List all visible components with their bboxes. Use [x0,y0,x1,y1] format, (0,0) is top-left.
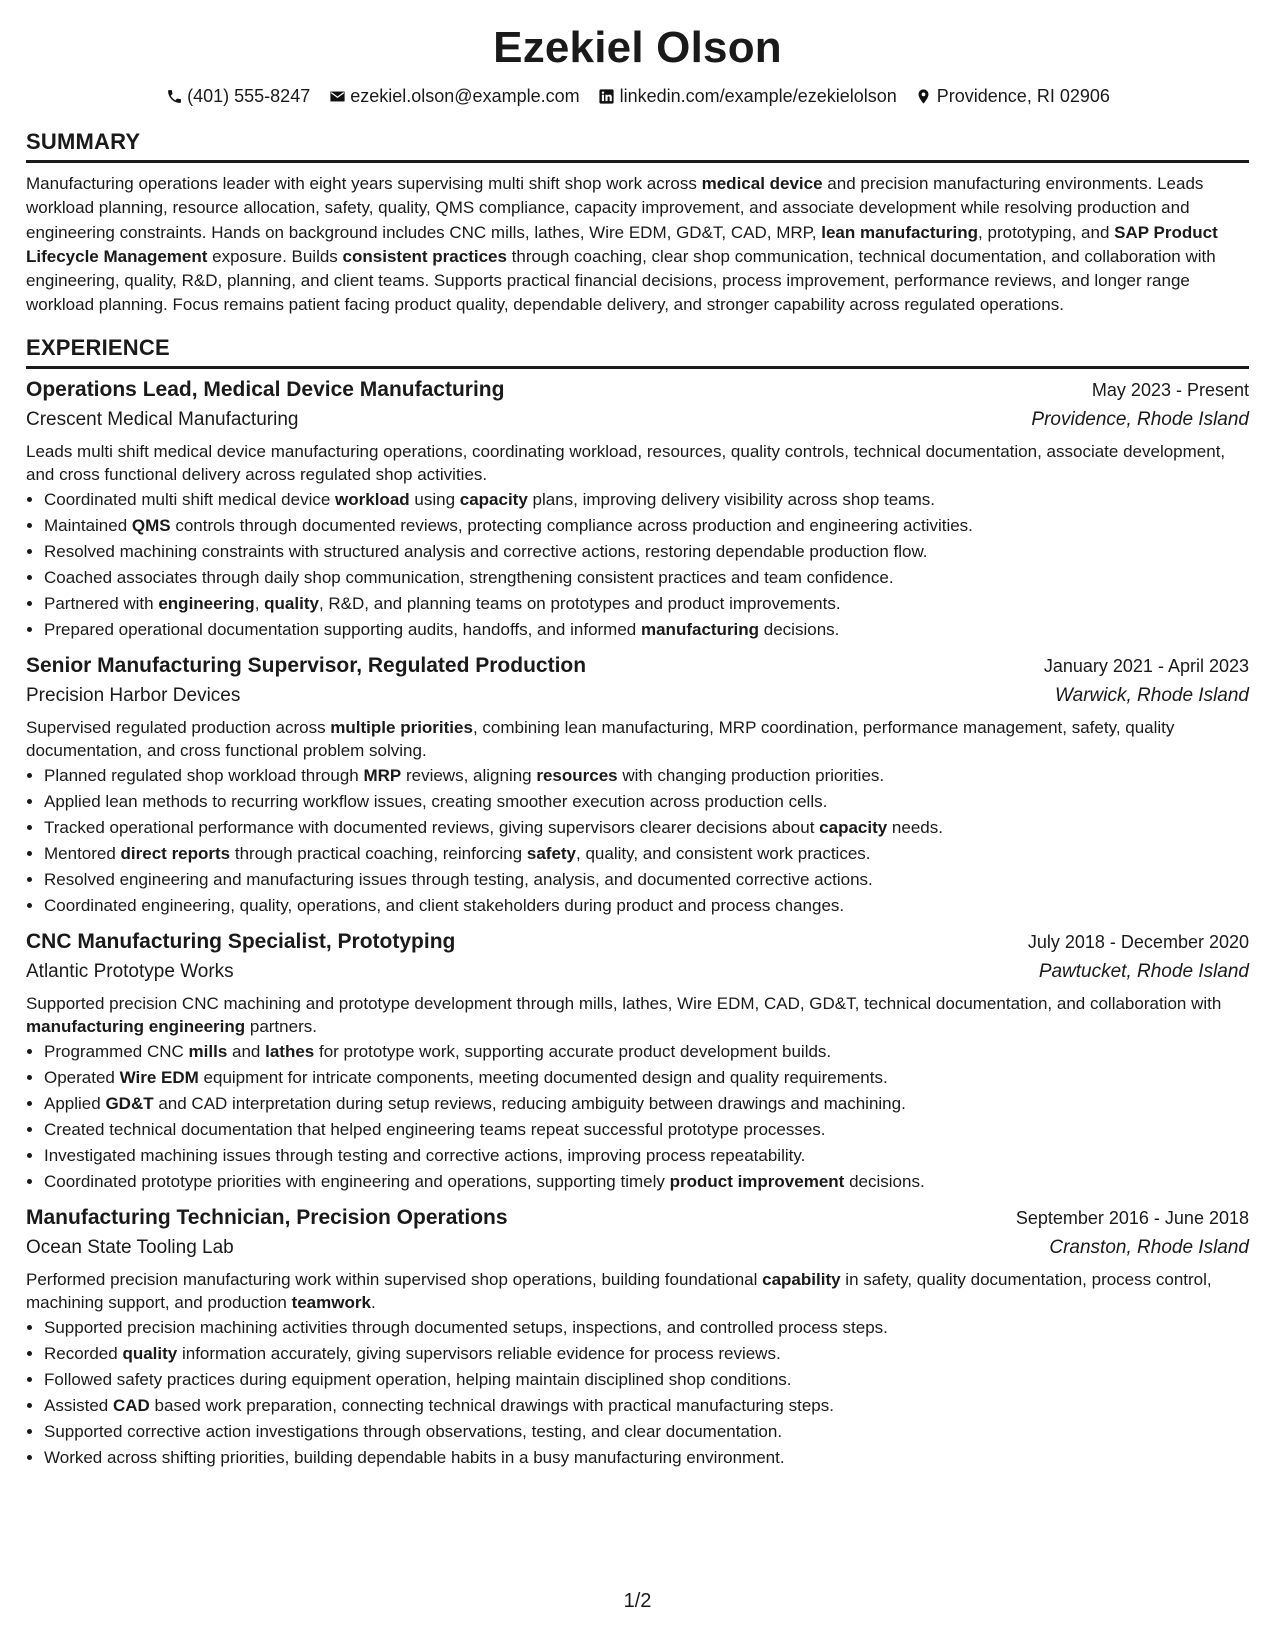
page-number: 1/2 [623,1590,652,1612]
job-dates: September 2016 - June 2018 [1015,1207,1249,1228]
map-pin-icon [915,87,933,105]
job-bullet: • Partnered with engineering, quality, R&D, and planning teams on prototypes and product improvements. [44,591,1249,617]
job-bullet-list [26,487,1249,643]
emphasis-text: quality [122,1343,178,1363]
job-bullet: • Applied GD&T and CAD interpretation during setup reviews, reducing ambiguity between drawings and machining. [44,1091,1249,1117]
emphasis-text: teamwork [291,1293,371,1313]
emphasis-text: multiple priorities [330,717,473,737]
job-bullet: • Applied lean methods to recurring workflow issues, creating smoother execution across production cells. [44,789,1249,815]
job-header-row [26,375,1249,405]
linkedin-icon [598,87,616,105]
job-bullet: • Coordinated prototype priorities with engineering and operations, supporting timely product improvement decisions. [44,1169,1249,1195]
emphasis-text: lathes [265,1041,315,1061]
job-company: Atlantic Prototype Works [26,960,234,982]
job-bullet: • Supported corrective action investigations through observations, testing, and clear documentation. [44,1419,1249,1445]
job-bullet: • Planned regulated shop workload through MRP reviews, aligning resources with changing production priorities. [44,763,1249,789]
job-bullet: • Mentored direct reports through practical coaching, reinforcing safety, quality, and consistent work practices. [44,841,1249,867]
job-list [26,375,1249,1471]
job-description: Supervised regulated production across multiple priorities, combining lean manufacturing, MRP coordination, performance management, safety, quality documentation, and cross functional problem solving. [26,717,1175,761]
summary-section [26,128,1249,318]
linkedin-link[interactable]: linkedin.com/example/ezekielolson [619,86,897,106]
job-bullet: • Maintained QMS controls through documented reviews, protecting compliance across production and engineering activities. [44,513,1249,539]
job-bullet: • Resolved machining constraints with structured analysis and corrective actions, restoring dependable production flow. [44,539,1249,565]
job-bullet: • Worked across shifting priorities, building dependable habits in a busy manufacturing environment. [44,1445,1249,1471]
emphasis-text: CAD [112,1395,150,1415]
job-bullet: • Followed safety practices during equipment operation, helping maintain disciplined shop conditions. [44,1367,1249,1393]
job-location: Pawtucket, Rhode Island [1038,960,1249,982]
job-bullet-list [26,1315,1249,1471]
emphasis-text: engineering [158,593,255,613]
job-title: Senior Manufacturing Supervisor, Regulated Production [26,653,587,677]
job-bullet: • Resolved engineering and manufacturing issues through testing, analysis, and documented corrective actions. [44,867,1249,893]
emphasis-text: direct reports [120,843,231,863]
emphasis-text: SAP Product Lifecycle Management [26,222,1218,266]
job-bullet: • Operated Wire EDM equipment for intricate components, meeting documented design and quality requirements. [44,1065,1249,1091]
job-bullet: • Investigated machining issues through testing and corrective actions, improving process repeatability. [44,1143,1249,1169]
job-bullet: • Recorded quality information accurately, giving supervisors reliable evidence for process reviews. [44,1341,1249,1367]
job-company-row [26,405,1249,435]
job-bullet: • Created technical documentation that helped engineering teams repeat successful prototype processes. [44,1117,1249,1143]
job-entry [26,651,1249,919]
summary-heading: SUMMARY [26,128,1249,163]
job-description: Supported precision CNC machining and prototype development through mills, lathes, Wire EDM, CAD, GD&T, technical documentation, and collaboration with manufacturing engineering partners. [26,993,1222,1037]
contact-email[interactable] [328,84,579,108]
job-dates: July 2018 - December 2020 [1027,931,1249,952]
emphasis-text: resources [536,765,618,785]
job-dates: January 2021 - April 2023 [1043,655,1249,676]
envelope-icon [328,87,346,105]
job-bullet-list [26,1039,1249,1195]
emphasis-text: workload [335,489,410,509]
job-bullet: • Coordinated engineering, quality, operations, and client stakeholders during product and process changes. [44,893,1249,919]
emphasis-text: GD&T [105,1093,154,1113]
emphasis-text: capacity [819,817,888,837]
emphasis-text: MRP [363,765,402,785]
emphasis-text: Wire EDM [119,1067,199,1087]
emphasis-text: medical device [701,174,823,193]
email-link[interactable]: ezekiel.olson@example.com [350,86,580,106]
job-location: Warwick, Rhode Island [1055,684,1249,706]
job-bullet: • Programmed CNC mills and lathes for prototype work, supporting accurate product development builds. [44,1039,1249,1065]
job-header-row [26,1203,1249,1233]
job-bullet: • Assisted CAD based work preparation, connecting technical drawings with practical manufacturing steps. [44,1393,1249,1419]
job-company-row [26,681,1249,711]
emphasis-text: product improvement [669,1171,845,1191]
experience-heading: EXPERIENCE [26,334,1249,369]
contact-bar [26,84,1249,108]
job-bullet: • Coordinated multi shift medical device workload using capacity plans, improving delivery visibility across shop teams. [44,487,1249,513]
job-company: Ocean State Tooling Lab [26,1236,234,1258]
job-company-row [26,957,1249,987]
job-description: Performed precision manufacturing work within supervised shop operations, building foundational capability in safety, quality documentation, process control, machining support, and production teamwork. [26,1269,1212,1313]
job-bullet: • Supported precision machining activities through documented setups, inspections, and controlled process steps. [44,1315,1249,1341]
job-dates: May 2023 - Present [1091,379,1249,400]
emphasis-text: quality [264,593,319,613]
job-header-row [26,927,1249,957]
summary-text: Manufacturing operations leader with eight years supervising multi shift shop work across medical device and precision manufacturing environments. Leads workload planning, resource allocation, safety, quality, QMS compliance, capacity improvement, and associate development while resolving production and engineering constraints. Hands on background includes CNC mills, lathes, Wire EDM, GD&T, CAD, MRP, lean manufacturing, prototyping, and SAP Product Lifecycle Management exposure. Builds consistent practices through coaching, clear shop communication, technical documentation, and collaboration with engineering, quality, R&D, planning, and client teams. Supports practical financial decisions, process improvement, performance reviews, and longer range workload planning. Focus remains patient facing product quality, dependable delivery, and stronger capability across regulated operations. [26,174,1218,315]
job-bullet: • Tracked operational performance with documented reviews, giving supervisors clearer decisions about capacity needs. [44,815,1249,841]
job-location: Providence, Rhode Island [1031,408,1249,430]
job-bullet: • Prepared operational documentation supporting audits, handoffs, and informed manufacturing decisions. [44,617,1249,643]
contact-location [915,84,1110,108]
job-entry [26,927,1249,1195]
job-company: Crescent Medical Manufacturing [26,408,299,430]
job-entry [26,375,1249,643]
emphasis-text: mills [188,1041,228,1061]
job-company-row [26,1233,1249,1263]
emphasis-text: QMS [131,515,171,535]
emphasis-text: lean manufacturing [821,222,979,242]
job-bullet: • Coached associates through daily shop communication, strengthening consistent practices and team confidence. [44,565,1249,591]
emphasis-text: safety [526,843,577,863]
job-entry [26,1203,1249,1471]
experience-section [26,334,1249,1471]
location-text: Providence, RI 02906 [936,86,1110,106]
job-title: Operations Lead, Medical Device Manufacturing [26,377,505,401]
emphasis-text: consistent practices [342,246,507,266]
candidate-name: Ezekiel Olson [493,23,782,72]
job-title: CNC Manufacturing Specialist, Prototyping [26,929,456,953]
phone-text: (401) 555-8247 [187,86,311,106]
job-company: Precision Harbor Devices [26,684,241,706]
resume-page [26,20,1249,1471]
job-description: Leads multi shift medical device manufacturing operations, coordinating workload, resources, quality controls, technical documentation, associate development, and cross functional delivery across regulated shop activities. [26,441,1226,485]
emphasis-text: capability [762,1269,841,1289]
emphasis-text: manufacturing engineering [26,1017,246,1037]
job-title: Manufacturing Technician, Precision Operations [26,1205,508,1229]
job-header-row [26,651,1249,681]
emphasis-text: capacity [459,489,528,509]
emphasis-text: manufacturing [640,619,760,639]
contact-phone [165,84,310,108]
contact-linkedin[interactable] [598,84,897,108]
job-bullet-list [26,763,1249,919]
phone-icon [165,87,183,105]
job-location: Cranston, Rhode Island [1049,1236,1249,1258]
